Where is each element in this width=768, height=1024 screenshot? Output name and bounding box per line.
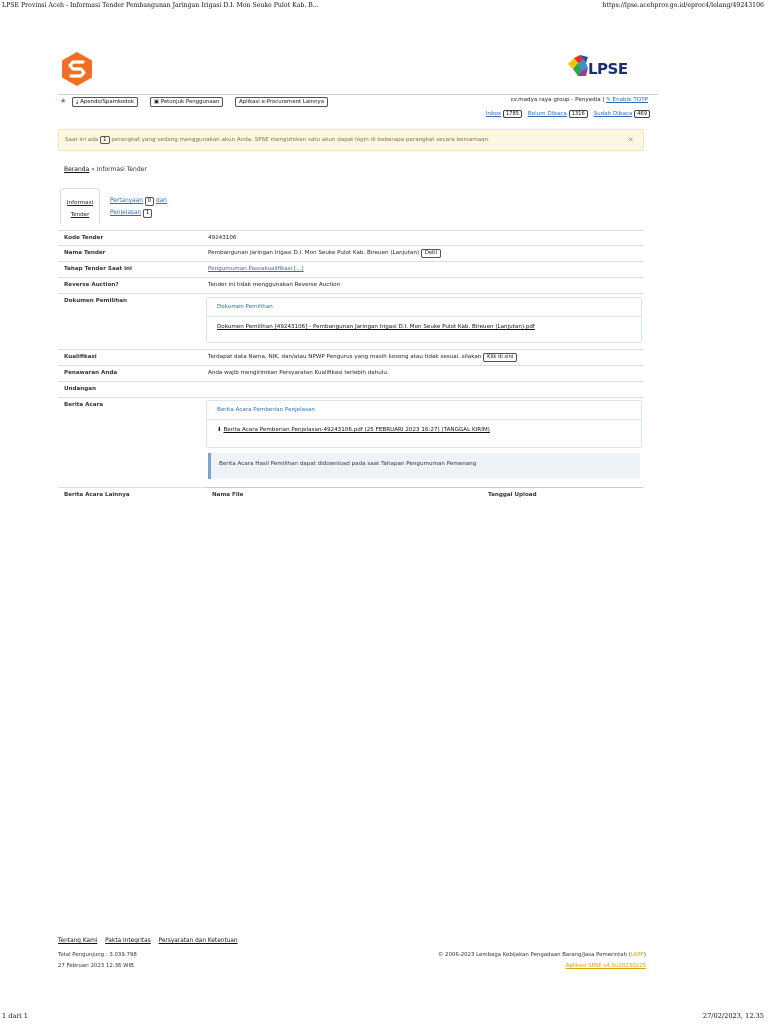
unread-link[interactable]: Belum Dibaca: [527, 111, 567, 117]
footer-link-pakta-integritas[interactable]: Pakta Integritas: [105, 938, 151, 944]
lkpp-link[interactable]: LKPP: [630, 952, 644, 958]
question-count-badge: 0: [145, 197, 154, 206]
dokumen-pemilihan-file-link[interactable]: Dokumen Pemilihan [49243106] - Pembangunan Jaringan Irigasi D.I. Mon Seuke Pulot Kab. Bireuen (Lanjutan).pdf: [217, 324, 535, 330]
tab-pertanyaan-penjelasan[interactable]: Pertanyaan 0 dan Penjelasan 1: [110, 198, 167, 216]
lpse-logo[interactable]: [566, 54, 636, 84]
breadcrumb-separator: »: [91, 166, 95, 173]
row-kode-tender: Kode Tender 49243106: [58, 230, 644, 245]
klik-di-sini-button[interactable]: Klik di sini: [483, 353, 517, 362]
session-alert: [58, 129, 644, 151]
breadcrumb-home[interactable]: Beranda: [64, 166, 90, 173]
row-penawaran: Penawaran Anda Anda wajib mengirimkan Persyaratan Kualifikasi terlebih dahulu.: [58, 365, 644, 381]
home-icon[interactable]: ★: [60, 97, 67, 105]
alert-text: perangkat yang sedang menggunakan akun Anda. SPSE mengizinkan satu akun dapat login di beberapa perangkat secara bersamaan.: [111, 137, 490, 143]
spse-logo[interactable]: [62, 52, 92, 86]
inbox-status: [486, 110, 650, 118]
enable-totp-link[interactable]: ✎ Enable TOTP: [606, 97, 648, 103]
row-berita-acara-lainnya: Berita Acara Lainnya: [58, 487, 644, 501]
berita-acara-info: Berita Acara Hasil Pemilihan dapat didownload pada saat Tahapan Pengumuman Pemenang: [208, 453, 640, 479]
breadcrumb-current: Informasi Tender: [96, 166, 147, 173]
top-navigation-bar: [58, 94, 658, 124]
tahap-tender-value: [208, 266, 304, 272]
row-undangan: Undangan: [58, 381, 644, 397]
row-berita-acara: Berita Acara: [58, 397, 644, 487]
divider: [206, 487, 642, 488]
footer-date: 27 Februari 2023 12:36 WIB: [58, 963, 134, 969]
user-name: cv.madya raya group - Penyedia |: [510, 97, 605, 103]
alert-prefix: Saat ini ada: [65, 137, 99, 143]
berita-acara-panel: [206, 400, 642, 448]
print-header: [0, 0, 768, 12]
other-eprocurement-button[interactable]: Aplikasi e-Procurement Lainnya: [235, 97, 328, 107]
berita-acara-panel-title: Berita Acara Pemberian Penjelasan: [207, 401, 641, 420]
lpse-logo-text: LPSE: [588, 60, 628, 78]
row-kualifikasi: Kualifikasi Terdapat data Nama, NIK, dan/atau NPWP Pengurus yang masih kosong atau tidak sesuai. silakan Klik di sini: [58, 349, 644, 365]
footer-links: [58, 938, 244, 944]
close-icon[interactable]: ×: [627, 135, 634, 144]
print-url: https://lpse.acehprov.go.id/eproc4/lelang/49243106: [602, 2, 764, 9]
app-version-link[interactable]: Aplikasi SPSE v4.5u20230223: [565, 963, 646, 969]
print-footer: [0, 1010, 768, 1024]
unread-count-badge: 1316: [569, 110, 588, 118]
detil-button[interactable]: Detil: [421, 249, 441, 258]
copyright: © 2006-2023 Lembaga Kebijakan Pengadaan Barang/Jasa Pemerintah (LKPP): [437, 952, 646, 958]
inbox-link[interactable]: Inbox: [485, 111, 502, 117]
user-guide-button[interactable]: ▣ Petunjuk Penggunaan: [150, 97, 223, 107]
print-page-title: LPSE Provinsi Aceh - Informasi Tender Pembangunan Jaringan Irigasi D.I. Mon Seuke Pulot Kab. B...: [2, 2, 319, 9]
visitor-count: Total Pengunjung : 3.039.798: [58, 952, 137, 958]
berita-acara-file-link[interactable]: Berita Acara Pemberian Penjelasan-49243106.pdf (25 FEBRUARI 2023 16:27) (TANGGAL KIRIM): [223, 427, 490, 433]
column-nama-file: Nama File: [212, 492, 244, 498]
print-page-number: 1 dari 1: [2, 1012, 28, 1020]
download-icon: ⬇: [217, 427, 222, 433]
dokumen-panel-title: Dokumen Pemilihan: [207, 298, 641, 317]
apendo-button[interactable]: ⤓ Apendo/Spamkodok: [72, 97, 138, 107]
print-datetime: 27/02/2023, 12.35: [702, 1012, 764, 1020]
dokumen-pemilihan-panel: [206, 297, 642, 343]
row-reverse-auction: Reverse Auction? Tender ini tidak menggunakan Reverse Auction: [58, 277, 644, 293]
explanation-count-badge: 1: [143, 209, 152, 218]
row-nama-tender: Nama Tender Pembangunan Jaringan Irigasi D.I. Mon Seuke Pulot Kab. Bireuen (Lanjutan) Detil: [58, 245, 644, 261]
breadcrumb: [64, 166, 147, 173]
footer-link-tentang-kami[interactable]: Tentang Kami: [58, 938, 98, 944]
footer-link-persyaratan[interactable]: Persyaratan dan Ketentuan: [158, 938, 238, 944]
divider: [58, 94, 658, 95]
user-info: [510, 97, 648, 103]
tab-informasi-tender[interactable]: Informasi Tender: [60, 188, 100, 224]
row-dokumen-pemilihan: Dokumen Pemilihan: [58, 293, 644, 349]
tahap-tender-link[interactable]: Pengumuman Pascakualifikasi [...]: [208, 266, 304, 272]
inbox-count-badge: 1785: [503, 110, 522, 118]
read-count-badge: 469: [634, 110, 650, 118]
read-link[interactable]: Sudah Dibaca: [593, 111, 633, 117]
kode-tender-value: 49243106: [208, 235, 237, 241]
tender-tabs: [58, 187, 644, 225]
kualifikasi-value: Terdapat data Nama, NIK, dan/atau NPWP Pengurus yang masih kosong atau tidak sesuai. silakan Klik di sini: [208, 353, 517, 362]
nama-tender-value: Pembangunan Jaringan Irigasi D.I. Mon Seuke Pulot Kab. Bireuen (Lanjutan) Detil: [208, 249, 441, 258]
column-tanggal-upload: Tanggal Upload: [488, 492, 537, 498]
device-count-badge: 1: [100, 136, 110, 144]
reverse-auction-value: Tender ini tidak menggunakan Reverse Auction: [208, 282, 341, 288]
row-tahap-tender: Tahap Tender Saat ini Pengumuman Pascakualifikasi [...]: [58, 261, 644, 277]
penawaran-value: Anda wajib mengirimkan Persyaratan Kualifikasi terlebih dahulu.: [208, 370, 389, 376]
